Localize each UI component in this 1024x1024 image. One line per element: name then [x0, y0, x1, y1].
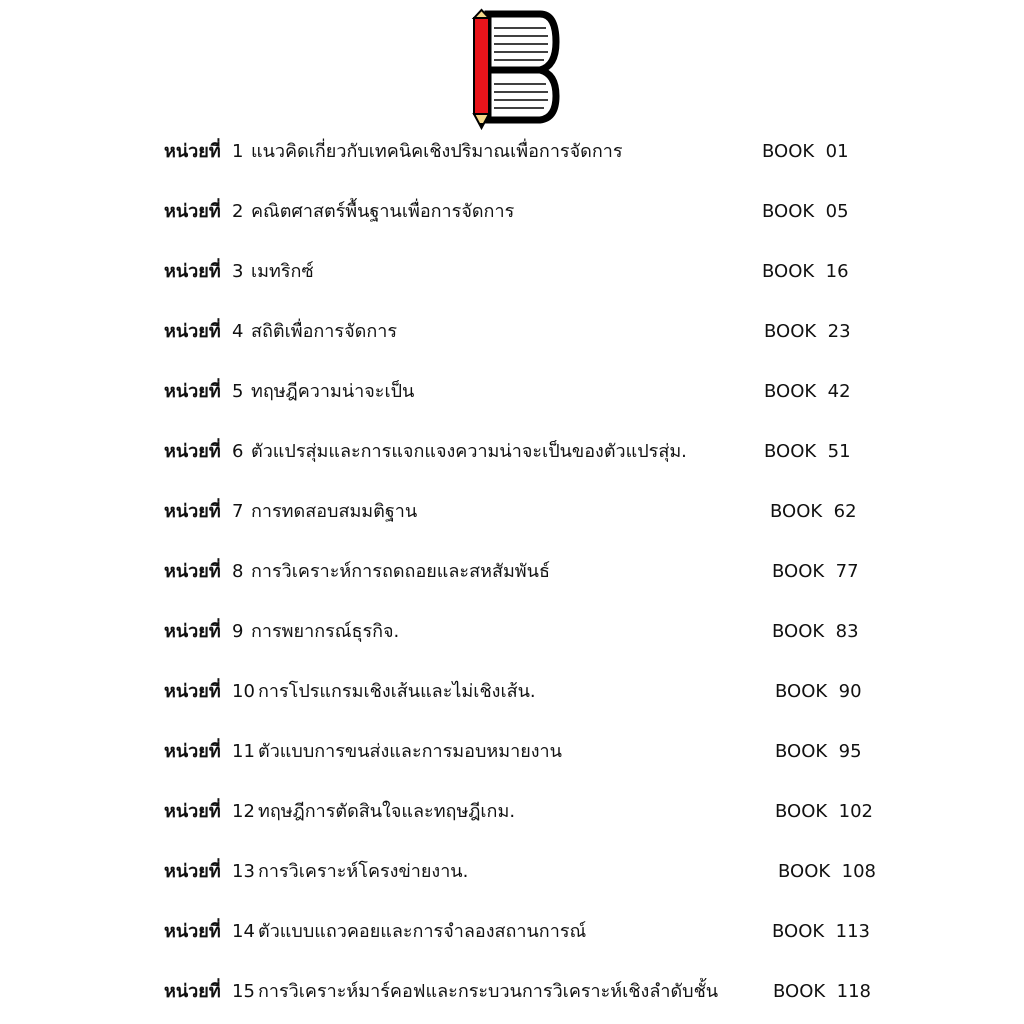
toc-row — [0, 377, 1024, 407]
unit-label: หน่วยที่ — [164, 321, 221, 342]
book-page-ref: BOOK 113 — [772, 921, 870, 942]
book-page-ref: BOOK 51 — [764, 441, 851, 462]
unit-number: 1 — [232, 141, 244, 162]
unit-number: 10 — [232, 681, 255, 702]
book-page-ref: BOOK 16 — [762, 261, 849, 282]
unit-label: หน่วยที่ — [164, 921, 221, 942]
unit-title: การวิเคราะห์การถดถอยและสหสัมพันธ์ — [251, 561, 550, 582]
toc-row — [0, 677, 1024, 707]
toc-row — [0, 437, 1024, 467]
unit-label: หน่วยที่ — [164, 561, 221, 582]
toc-row — [0, 497, 1024, 527]
unit-title: เมทริกซ์ — [251, 261, 314, 282]
unit-label: หน่วยที่ — [164, 621, 221, 642]
unit-number: 2 — [232, 201, 244, 222]
unit-number: 12 — [232, 801, 255, 822]
toc-row — [0, 917, 1024, 947]
unit-title: การพยากรณ์ธุรกิจ. — [251, 621, 400, 642]
unit-label: หน่วยที่ — [164, 861, 221, 882]
book-page-ref: BOOK 95 — [775, 741, 862, 762]
unit-title: ตัวแบบแถวคอยและการจำลองสถานการณ์ — [258, 921, 587, 942]
unit-title: ทฤษฎีความน่าจะเป็น — [251, 381, 415, 402]
unit-label: หน่วยที่ — [164, 201, 221, 222]
unit-label: หน่วยที่ — [164, 981, 221, 1002]
book-page-ref: BOOK 01 — [762, 141, 849, 162]
unit-label: หน่วยที่ — [164, 801, 221, 822]
book-page-ref: BOOK 118 — [773, 981, 871, 1002]
unit-title: คณิตศาสตร์พื้นฐานเพื่อการจัดการ — [251, 201, 515, 222]
unit-title: การโปรแกรมเชิงเส้นและไม่เชิงเส้น. — [258, 681, 536, 702]
book-page-ref: BOOK 42 — [764, 381, 851, 402]
toc-row — [0, 617, 1024, 647]
unit-number: 9 — [232, 621, 244, 642]
unit-number: 14 — [232, 921, 255, 942]
unit-number: 11 — [232, 741, 255, 762]
unit-label: หน่วยที่ — [164, 381, 221, 402]
book-page-ref: BOOK 23 — [764, 321, 851, 342]
toc-row — [0, 557, 1024, 587]
toc-row — [0, 857, 1024, 887]
unit-label: หน่วยที่ — [164, 141, 221, 162]
toc-row — [0, 737, 1024, 767]
toc-row — [0, 317, 1024, 347]
unit-number: 8 — [232, 561, 244, 582]
book-page-ref: BOOK 90 — [775, 681, 862, 702]
unit-title: การวิเคราะห์มาร์คอฟและกระบวนการวิเคราะห์เชิงลำดับชั้น — [258, 981, 719, 1002]
unit-title: ทฤษฎีการตัดสินใจและทฤษฎีเกม. — [258, 801, 516, 822]
unit-label: หน่วยที่ — [164, 681, 221, 702]
toc-row — [0, 197, 1024, 227]
unit-label: หน่วยที่ — [164, 501, 221, 522]
unit-number: 5 — [232, 381, 244, 402]
unit-number: 7 — [232, 501, 244, 522]
unit-number: 4 — [232, 321, 244, 342]
toc-row — [0, 977, 1024, 1007]
book-page-ref: BOOK 108 — [778, 861, 876, 882]
book-page-ref: BOOK 102 — [775, 801, 873, 822]
unit-title: ตัวแบบการขนส่งและการมอบหมายงาน — [258, 741, 562, 762]
book-page-ref: BOOK 62 — [770, 501, 857, 522]
unit-title: การทดสอบสมมติฐาน — [251, 501, 418, 522]
unit-title: ตัวแปรสุ่มและการแจกแจงความน่าจะเป็นของตัวแปรสุ่ม. — [251, 441, 687, 462]
unit-number: 13 — [232, 861, 255, 882]
book-page-ref: BOOK 83 — [772, 621, 859, 642]
unit-title: สถิติเพื่อการจัดการ — [251, 321, 397, 342]
unit-number: 3 — [232, 261, 244, 282]
unit-number: 6 — [232, 441, 244, 462]
unit-label: หน่วยที่ — [164, 441, 221, 462]
book-page-ref: BOOK 77 — [772, 561, 859, 582]
toc-row — [0, 137, 1024, 167]
unit-title: การวิเคราะห์โครงข่ายงาน. — [258, 861, 469, 882]
unit-label: หน่วยที่ — [164, 741, 221, 762]
book-page-ref: BOOK 05 — [762, 201, 849, 222]
toc-row — [0, 797, 1024, 827]
unit-title: แนวคิดเกี่ยวกับเทคนิคเชิงปริมาณเพื่อการจัดการ — [251, 141, 623, 162]
toc-row — [0, 257, 1024, 287]
unit-label: หน่วยที่ — [164, 261, 221, 282]
unit-number: 15 — [232, 981, 255, 1002]
